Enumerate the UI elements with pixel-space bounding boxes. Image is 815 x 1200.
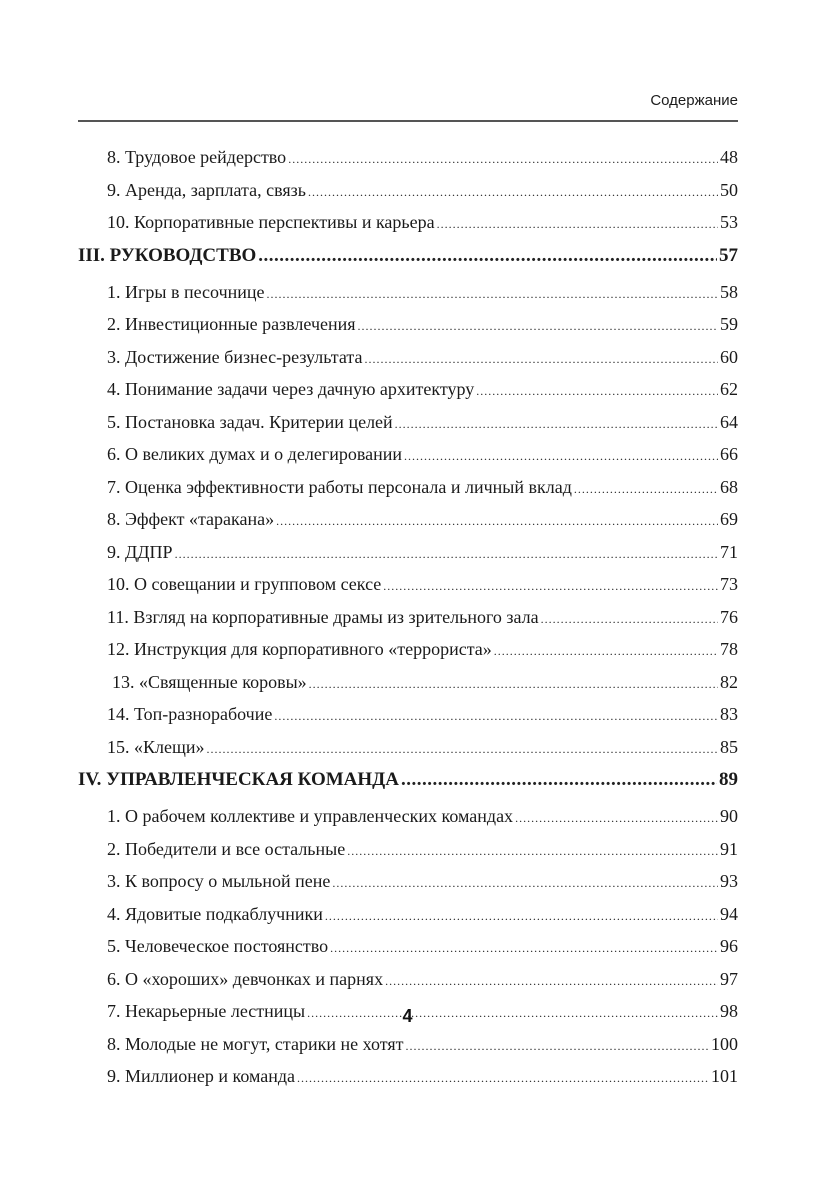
toc-page-number: 85 <box>720 736 738 757</box>
toc-item-title: 3. К вопросу о мыльной пене <box>107 871 331 891</box>
dot-leader <box>325 903 718 929</box>
toc-page-number: 91 <box>720 838 738 859</box>
toc-item-row[interactable] <box>78 803 738 831</box>
toc-item-title: 1. О рабочем коллективе и управленческих командах <box>107 806 514 826</box>
dot-leader <box>541 606 718 632</box>
toc-item-title: 14. Топ-разнорабочие <box>107 704 273 724</box>
toc-item-title: 4. Ядовитые подкаблучники <box>107 903 323 924</box>
toc-item-title: 2. Победители и все остальные <box>107 838 346 859</box>
dot-leader <box>395 411 718 437</box>
toc-item-title: 10. О совещании и групповом сексе <box>107 574 382 594</box>
toc-page-number: 94 <box>720 903 738 924</box>
page-number: 4 <box>402 1006 413 1026</box>
toc-item-row[interactable] <box>78 966 738 994</box>
toc-page-number: 71 <box>720 541 738 562</box>
dot-leader <box>297 1065 709 1091</box>
dot-leader <box>309 671 718 697</box>
toc-item-row[interactable] <box>78 409 738 437</box>
dot-leader <box>404 443 718 469</box>
dot-leader <box>401 766 717 794</box>
toc-page-number: 83 <box>720 704 738 724</box>
toc-item-row[interactable] <box>78 636 738 664</box>
toc-item-row[interactable] <box>78 506 738 534</box>
toc-item-row[interactable] <box>78 836 738 864</box>
toc-page-number: 90 <box>720 806 738 826</box>
toc-page-number: 73 <box>720 574 738 594</box>
toc-item-row[interactable] <box>78 868 738 896</box>
toc-item-row[interactable] <box>78 311 738 339</box>
toc-page-number: 59 <box>720 314 738 334</box>
toc-item-title: 9. Аренда, зарплата, связь <box>107 179 306 200</box>
dot-leader <box>574 476 718 502</box>
toc-item-title: 8. Молодые не могут, старики не хотят <box>107 1033 404 1054</box>
toc-page-number: 68 <box>720 476 738 497</box>
dot-leader <box>364 346 718 372</box>
dot-leader <box>515 805 718 831</box>
toc-section-title: III. РУКОВОДСТВО <box>78 244 257 266</box>
toc-page-number: 97 <box>720 968 738 989</box>
toc-item-title: 6. О «хороших» девчонках и парнях <box>107 968 384 989</box>
toc-item-row[interactable] <box>78 933 738 961</box>
toc-section-row[interactable] <box>78 242 738 270</box>
table-of-contents <box>78 144 738 1096</box>
toc-item-row[interactable] <box>78 901 738 929</box>
toc-page-number: 101 <box>711 1066 738 1086</box>
dot-leader <box>175 541 718 567</box>
dot-leader <box>385 968 718 994</box>
toc-item-title: 2. Инвестиционные развлечения <box>107 314 356 334</box>
toc-item-title: 5. Постановка задач. Критерии целей <box>107 411 393 432</box>
toc-item-title: 12. Инструкция для корпоративного «террориста» <box>107 639 492 659</box>
dot-leader <box>330 935 718 961</box>
toc-item-title: 8. Трудовое рейдерство <box>107 147 287 167</box>
toc-page-number: 82 <box>720 671 738 692</box>
toc-section-row[interactable] <box>78 766 738 794</box>
toc-item-title: 9. Миллионер и команда <box>107 1066 296 1086</box>
dot-leader <box>358 313 718 339</box>
toc-page-number: 62 <box>720 379 738 399</box>
toc-item-row[interactable] <box>78 177 738 205</box>
dot-leader <box>494 638 718 664</box>
dot-leader <box>276 508 718 534</box>
toc-page-number: 96 <box>720 936 738 956</box>
toc-item-title: 8. Эффект «таракана» <box>107 509 275 529</box>
toc-page-number: 64 <box>720 411 738 432</box>
toc-page-number: 100 <box>711 1033 738 1054</box>
toc-page-number: 76 <box>720 606 738 627</box>
toc-item-row[interactable] <box>78 209 738 237</box>
toc-page-number: 53 <box>720 212 738 232</box>
toc-item-title: 11. Взгляд на корпоративные драмы из зрительного зала <box>107 606 539 627</box>
toc-item-row[interactable] <box>78 279 738 307</box>
dot-leader <box>437 211 718 237</box>
dot-leader <box>288 146 718 172</box>
dot-leader <box>308 179 718 205</box>
toc-item-row[interactable] <box>78 441 738 469</box>
toc-item-title: 7. Оценка эффективности работы персонала и личный вклад <box>107 476 572 497</box>
toc-page-number: 89 <box>719 769 738 790</box>
toc-item-title: 4. Понимание задачи через дачную архитектуру <box>107 379 475 399</box>
toc-item-title: 10. Корпоративные перспективы и карьера <box>107 212 435 232</box>
toc-item-row[interactable] <box>78 539 738 567</box>
toc-item-row[interactable] <box>78 1063 738 1091</box>
dot-leader <box>267 281 718 307</box>
toc-page-number: 58 <box>720 281 738 302</box>
dot-leader <box>332 870 718 896</box>
toc-section-title: IV. УПРАВЛЕНЧЕСКАЯ КОМАНДА <box>78 769 399 790</box>
toc-item-title: 6. О великих думах и о делегировании <box>107 444 402 464</box>
dot-leader <box>258 242 717 270</box>
toc-item-title: 1. Игры в песочнице <box>107 281 265 302</box>
dot-leader <box>383 573 718 599</box>
toc-page-number: 93 <box>720 871 738 891</box>
header-rule <box>78 120 738 122</box>
dot-leader <box>206 736 718 762</box>
toc-page-number: 66 <box>720 444 738 464</box>
toc-item-title: 9. ДДПР <box>107 541 173 562</box>
toc-item-title: 3. Достижение бизнес-результата <box>107 346 363 367</box>
toc-item-title: 13. «Священные коровы» <box>112 671 307 692</box>
toc-item-title: 15. «Клещи» <box>107 736 205 757</box>
toc-item-row[interactable] <box>78 734 738 762</box>
toc-item-row[interactable] <box>78 701 738 729</box>
toc-item-row[interactable] <box>78 344 738 372</box>
dot-leader <box>347 838 718 864</box>
toc-page-number: 78 <box>720 639 738 659</box>
toc-item-row[interactable] <box>78 604 738 632</box>
toc-page-number: 48 <box>720 147 738 167</box>
toc-page-number: 98 <box>720 1001 738 1021</box>
toc-page-number: 60 <box>720 346 738 367</box>
toc-item-row[interactable] <box>78 474 738 502</box>
toc-page-number: 50 <box>720 179 738 200</box>
toc-item-row[interactable] <box>78 1031 738 1059</box>
toc-item-title: 5. Человеческое постоянство <box>107 936 329 956</box>
toc-item-title: 7. Некарьерные лестницы <box>107 1001 306 1021</box>
toc-page-number: 57 <box>719 244 738 266</box>
toc-item-row[interactable] <box>78 669 738 697</box>
dot-leader <box>405 1033 709 1059</box>
dot-leader <box>476 378 718 404</box>
dot-leader <box>274 703 718 729</box>
running-header: Содержание <box>650 92 738 109</box>
toc-item-row[interactable] <box>78 144 738 172</box>
toc-page-number: 69 <box>720 509 738 529</box>
toc-item-row[interactable] <box>78 376 738 404</box>
toc-item-row[interactable] <box>78 571 738 599</box>
